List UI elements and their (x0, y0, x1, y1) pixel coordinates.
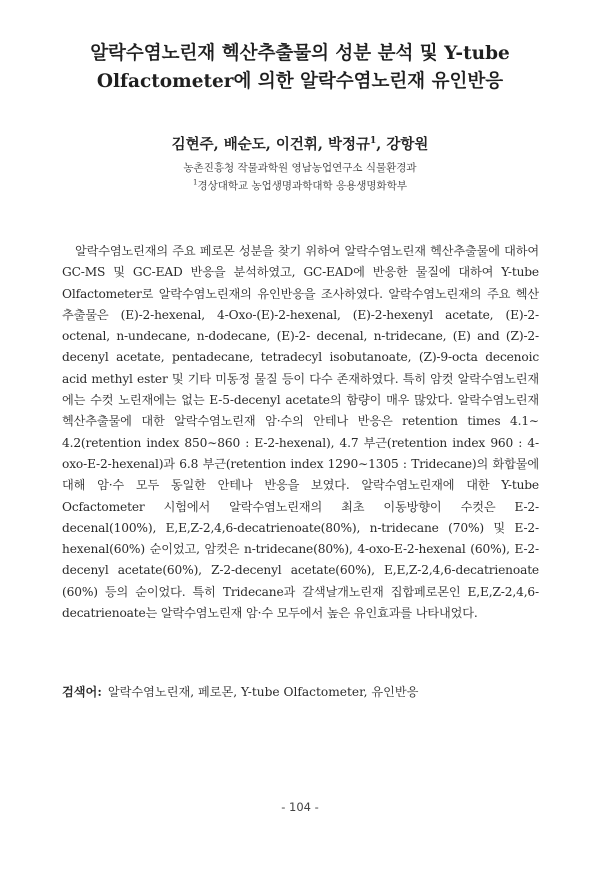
affiliation-1: 농촌진흥청 작물과학원 영남농업연구소 식물환경과 (183, 162, 417, 174)
keywords-label: 검색어: (62, 685, 102, 699)
page-number: - 104 - (281, 800, 319, 814)
title-line-2: Olfactometer에 의한 알락수염노린재 유인반응 (96, 71, 504, 92)
authors-tail: , 강항원 (376, 136, 429, 153)
paper-title (40, 40, 560, 96)
authors-superscript: 1 (369, 136, 377, 147)
title-line-1: 알락수염노린재 헥산추출물의 성분 분석 및 Y-tube (90, 43, 510, 64)
authors-main: 김현주, 배순도, 이건휘, 박정규 (171, 136, 370, 153)
affiliation-2-text: 경상대학교 농업생명과학대학 응용생명화학부 (197, 180, 407, 192)
keywords-text: 알락수염노린재, 페로몬, Y-tube Olfactometer, 유인반응 (107, 685, 419, 699)
affiliation-2 (0, 178, 600, 193)
affiliation-2-superscript: 1 (192, 178, 198, 187)
abstract-body: 알락수염노린재의 주요 페로몬 성분을 찾기 위하여 알락수염노린재 헥산추출물에 대하여 GC-MS 및 GC-EAD 반응을 분석하였고, GC-EAD에 반응한 물질에 대하여 Y-tube Olfactometer로 알락수염노린재의 유인반응을 조사하였다. 알락수염노린재의 주요 헥산추출물은 (E)-2-hexenal, 4-Oxo-(E)-2-hexenal, (E)-2-hexenyl acetate, (E)-2-octenal, n-undecane, n-dodecane, (E)-2- decenal, n-tridecane, (E) and (Z)-2-decenyl acetate, pentadecane, tetradecyl isobutanoate, (Z)-9-octa decenoic acid methyl ester 및 기타 미동정 물질 등이 다수 존재하였다. 특히 암컷 알락수염노린재에는 수컷 노린재에는 없는 E-5-decenyl acetate의 함량이 매우 많았다. 알락수염노린재 헥산추출물에 대한 알락수염노린재 암·수의 안테나 반응은 retention times 4.1∼ 4.2(retention index 850∼860 : E-2-hexenal), 4.7 부근(retention index 960 : 4-oxo-E-2-hexenal)과 6.8 부근(retention index 1290∼1305 : Tridecane)의 화합물에 대해 암·수 모두 동일한 안테나 반응을 보였다. 알락수염노린재에 대한 Y-tube Ocfactometer 시험에서 알락수염노린재의 최초 이동방향이 수컷은 E-2-decenal(100%), E,E,Z-2,4,6-decatrienoate(80%), n-tridecane (70%) 및 E-2-hexenal(60%) 순이었고, 암컷은 n-tridecane(80%), 4-oxo-E-2-hexenal (60%), E-2-decenyl acetate(60%), Z-2-decenyl acetate(60%), E,E,Z-2,4,6-decatrienoate (60%) 등의 순이었다. 특히 Tridecane과 갈색날개노린재 집합페로몬인 E,E,Z-2,4,6-decatrienoate는 알락수염노린재 암·수 모두에서 높은 유인효과를 나타내었다. (62, 244, 539, 621)
author-list (0, 133, 600, 154)
keywords (62, 683, 539, 700)
